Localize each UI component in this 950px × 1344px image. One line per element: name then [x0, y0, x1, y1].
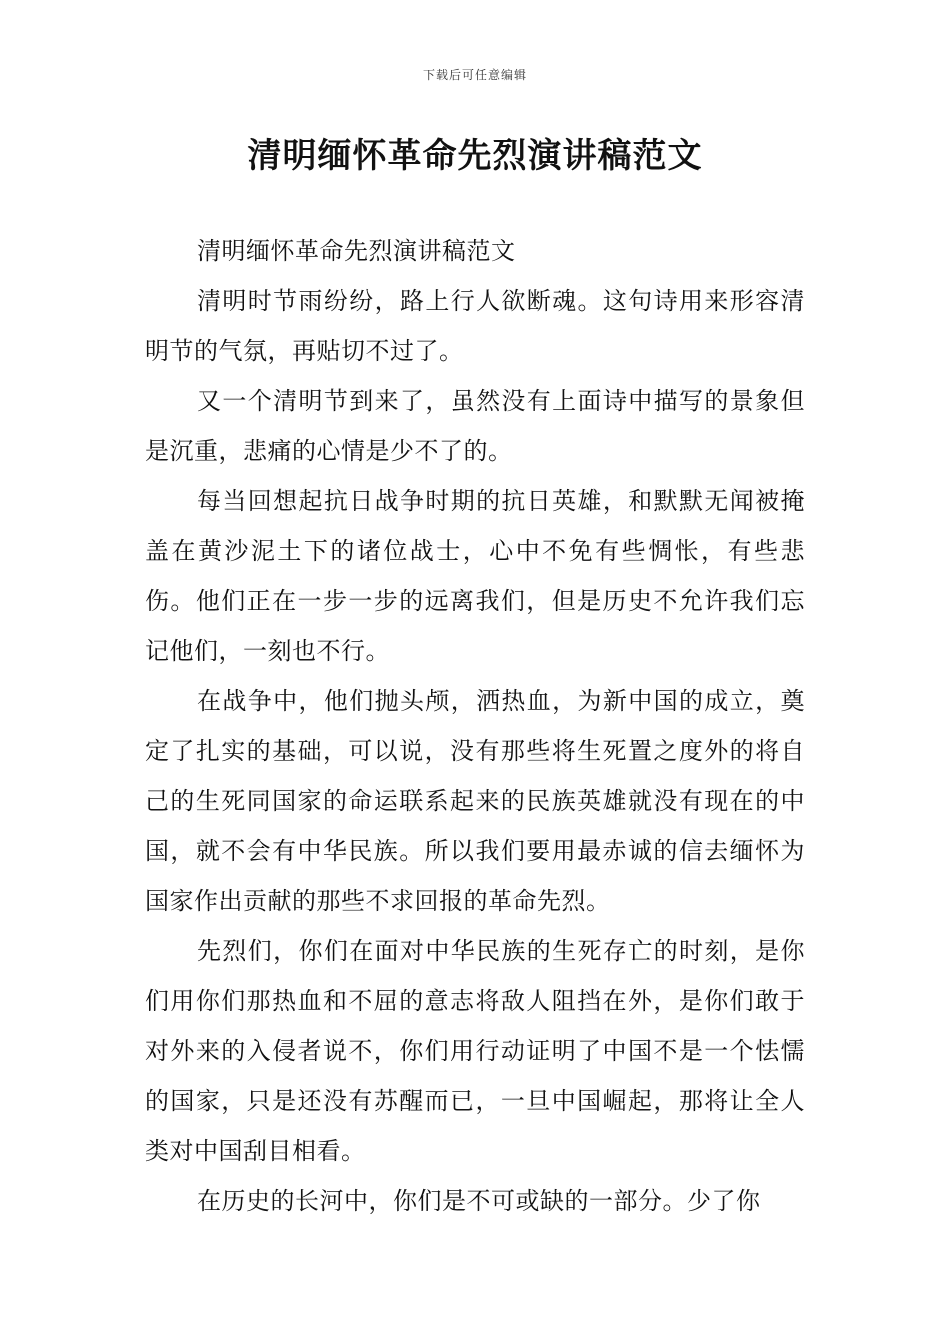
document-body: [145, 226, 805, 1226]
paragraph: 又一个清明节到来了，虽然没有上面诗中描写的景象但是沉重，悲痛的心情是少不了的。: [145, 387, 805, 465]
document-title: 清明缅怀革命先烈演讲稿范文: [247, 136, 703, 176]
paragraph: 清明时节雨纷纷，路上行人欲断魂。这句诗用来形容清明节的气氛，再贴切不过了。: [145, 287, 805, 365]
paragraph: 每当回想起抗日战争时期的抗日英雄，和默默无闻被掩盖在黄沙泥土下的诸位战士，心中不免有些惆怅，有些悲伤。他们正在一步一步的远离我们，但是历史不允许我们忘记他们，一刻也不行。: [145, 487, 805, 665]
paragraph: 在历史的长河中，你们是不可或缺的一部分。少了你: [197, 1187, 761, 1215]
paragraph: 先烈们，你们在面对中华民族的生死存亡的时刻，是你们用你们那热血和不屈的意志将敌人阻挡在外，是你们敢于对外来的入侵者说不，你们用行动证明了中国不是一个怯懦的国家，只是还没有苏醒而已，一旦中国崛起，那将让全人类对中国刮目相看。: [145, 937, 805, 1165]
paragraph: 在战争中，他们抛头颅，洒热血，为新中国的成立，奠定了扎实的基础，可以说，没有那些将生死置之度外的将自己的生死同国家的命运联系起来的民族英雄就没有现在的中国，就不会有中华民族。所以我们要用最赤诚的信去缅怀为国家作出贡献的那些不求回报的革命先烈。: [145, 687, 805, 915]
paragraph: 清明缅怀革命先烈演讲稿范文: [197, 237, 516, 265]
header-note: 下载后可任意编辑: [422, 68, 527, 82]
